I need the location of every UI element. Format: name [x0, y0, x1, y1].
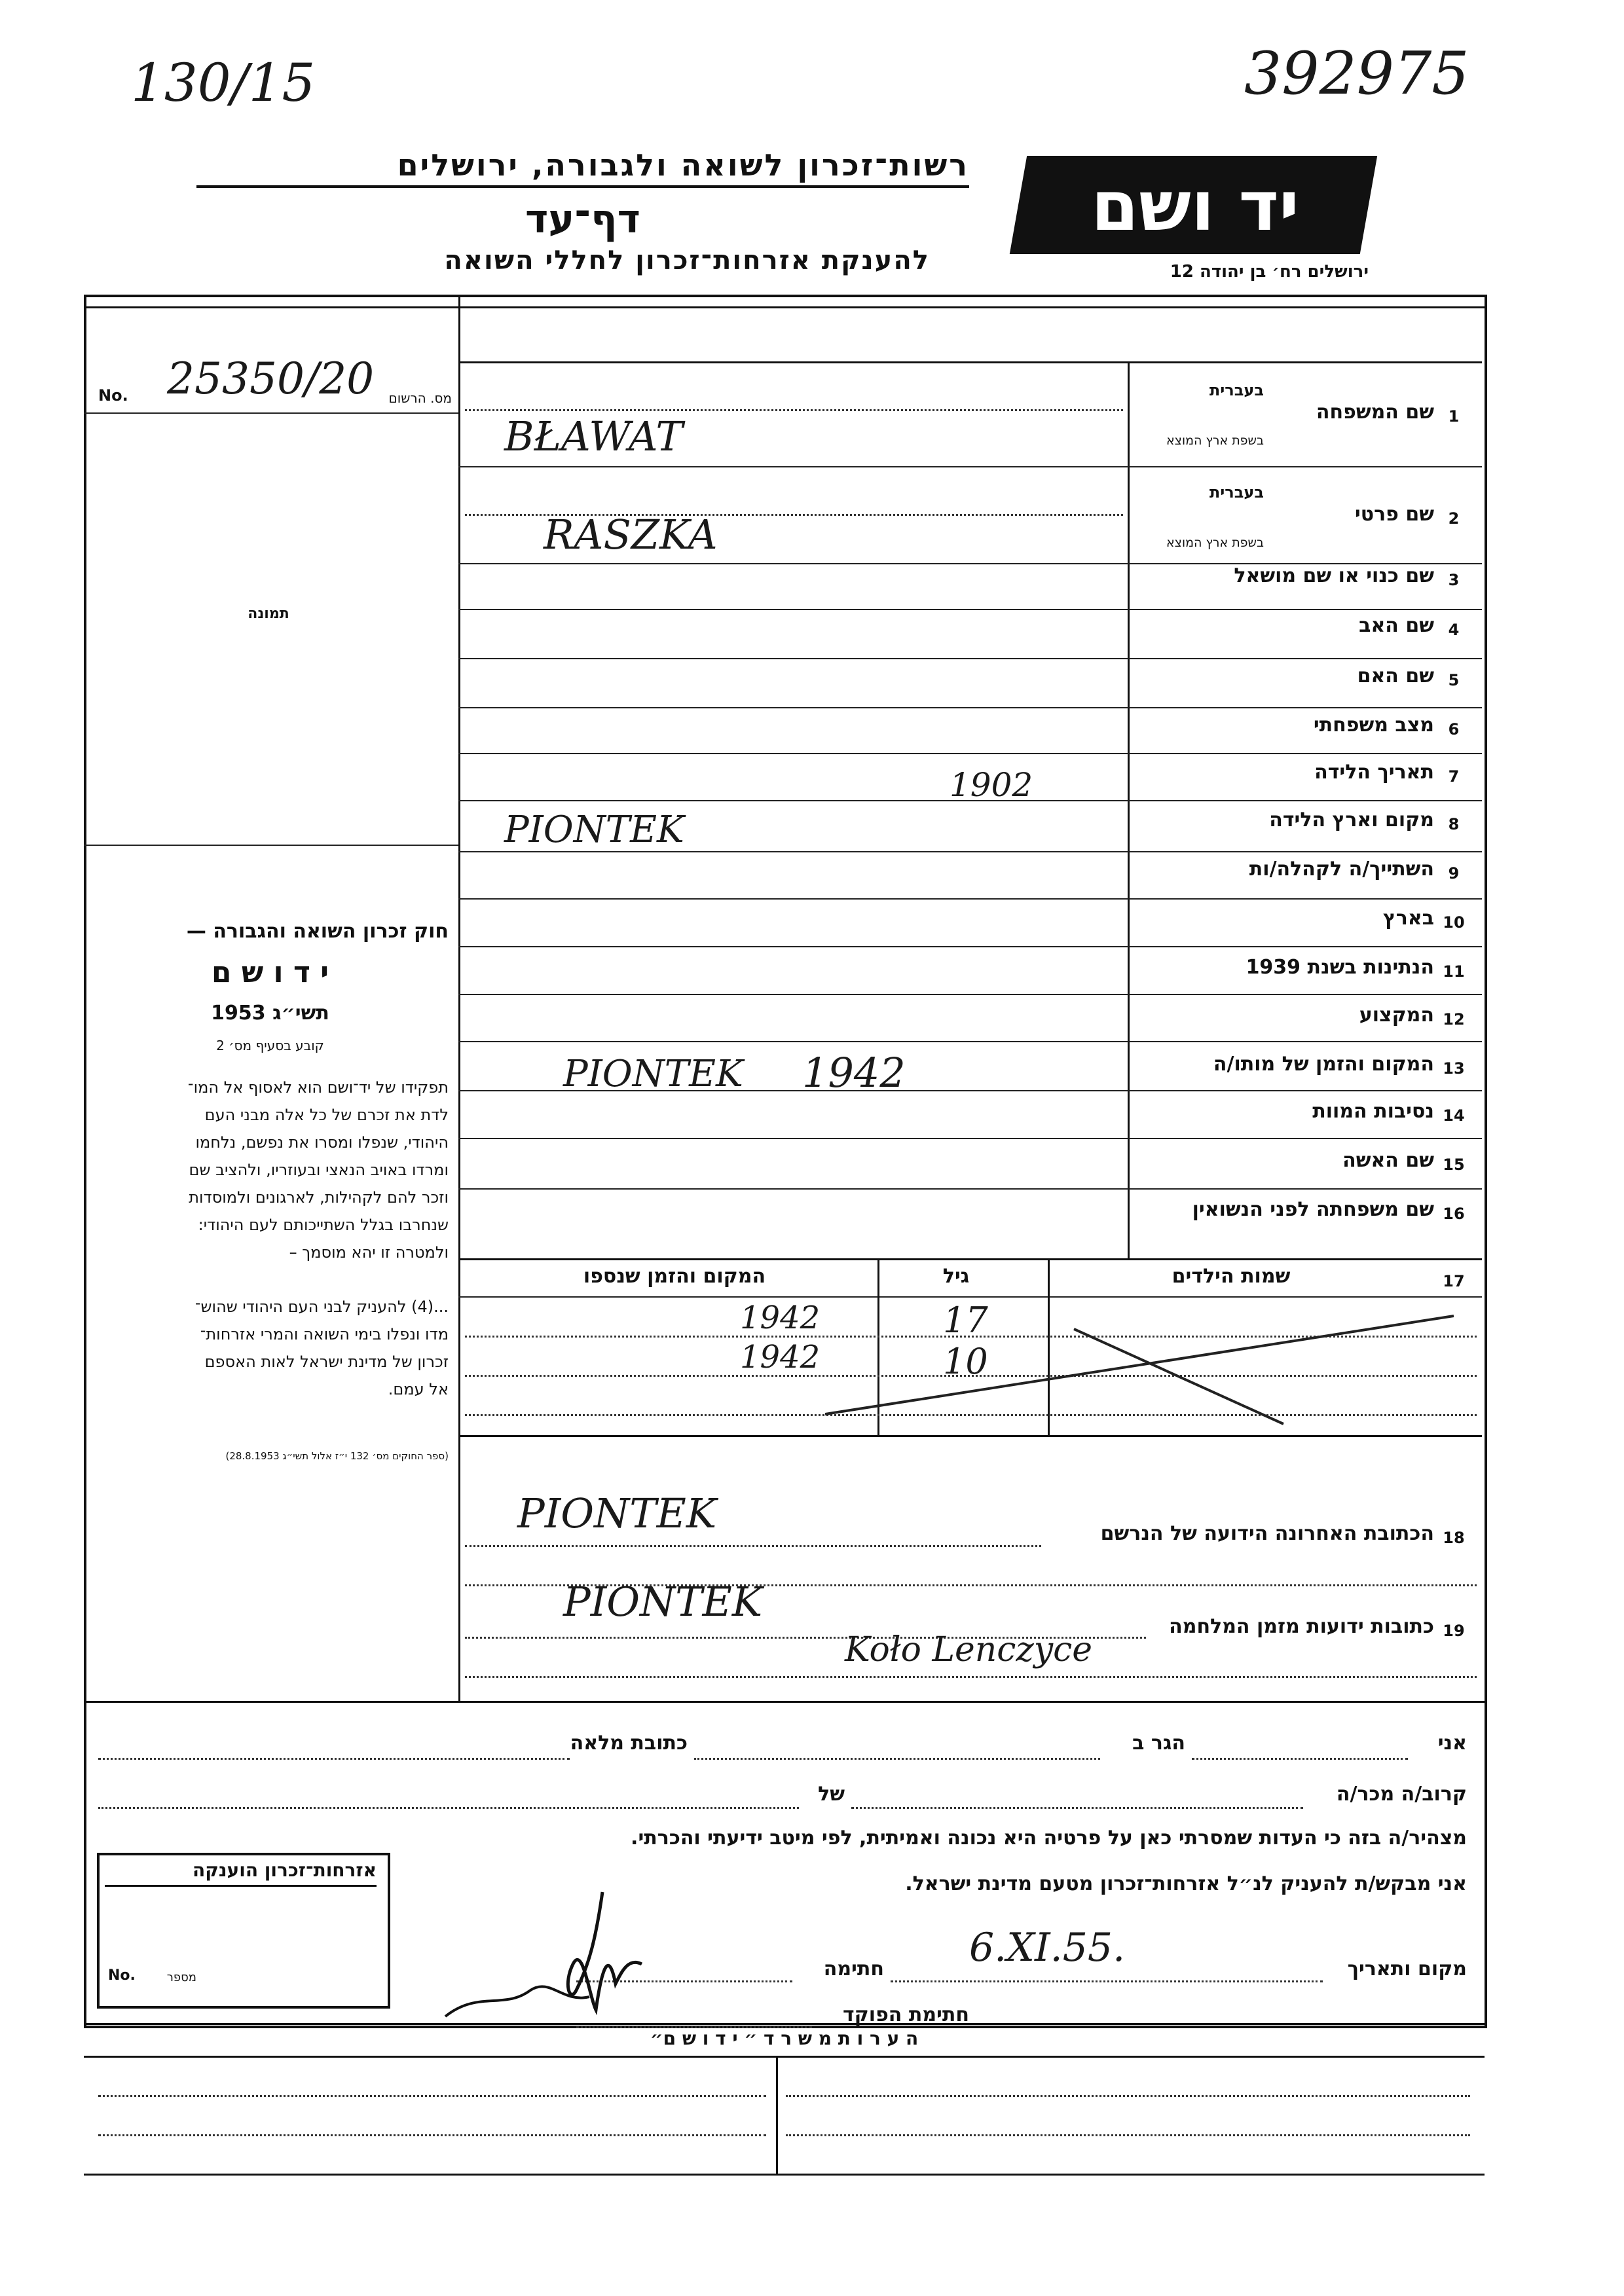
photo-label: תמונה [248, 606, 289, 622]
field-dotted-line [465, 1676, 1477, 1678]
law-body [92, 1074, 449, 1266]
field-dotted-line [465, 409, 1123, 411]
field-separator [458, 898, 1482, 900]
wartime-address-label: כתובות ידועות מזמן המלחמה [1169, 1615, 1434, 1638]
children-table-header-line [458, 1296, 1482, 1298]
date-value: 6.XI.55. [969, 1925, 1126, 1971]
field-separator [458, 994, 1482, 995]
law-clause-4 [92, 1293, 449, 1403]
declaration-dotted-line [694, 1758, 1100, 1760]
field-number: 9 [1448, 864, 1460, 883]
field-separator [458, 1188, 1482, 1190]
field-number: 15 [1443, 1156, 1465, 1174]
mother-name-label: שם האם [1357, 665, 1434, 687]
birth-place-value-latin: PIONTEK [504, 809, 684, 851]
photo-area-bottom [84, 845, 458, 846]
field-separator [458, 466, 1482, 467]
nationality-1939-label: הנתינות בשנת 1939 [1246, 956, 1434, 979]
field-number: 19 [1443, 1622, 1465, 1640]
label-column-divider [1128, 361, 1130, 1258]
children-table-top [458, 1258, 1482, 1260]
law-line: ומרדו באויב הנאצי ובעוזריו, ולהציב שם [189, 1161, 449, 1179]
wartime-address-value-latin: PIONTEK [563, 1578, 763, 1626]
field-number: 2 [1448, 509, 1460, 528]
header-address: ירושלים רח׳ בן יהודה 12 [1170, 262, 1369, 282]
handwritten-file-number: 130/15 [131, 52, 316, 113]
declaration-statement: מצהיר/ה בזה כי העדות שמסרתי כאן על פרטיה היא נכונה ואמיתית, לפי מיטב ידיעתי והכרתי. [631, 1827, 1467, 1850]
signature-label: חתימה [823, 1958, 884, 1980]
law-line: היהודי, שנפלו ומסרו את נפשם, נלחמו [195, 1133, 449, 1152]
birth-place-label: מקום וארץ הלידה [1269, 809, 1434, 831]
authority-name: רשות־זכרון לשואה ולגבורה, ירושלים [196, 147, 969, 188]
marital-status-label: מצב משפחתי [1313, 714, 1434, 737]
law-line: מדו ונפלו בימי השואה והמרי אזרחות־ [200, 1325, 449, 1343]
field-separator [458, 1090, 1482, 1091]
field-number: 14 [1443, 1106, 1465, 1125]
law-line: לדת את זכרם של כל אלה מבני העם [204, 1106, 449, 1124]
office-notes-header: ה ע ר ו ת מ ש ר ד ״ י ד ו ש ם״ [650, 2028, 919, 2049]
child-death-year: 1942 [740, 1339, 821, 1376]
field-separator [458, 1138, 1482, 1139]
family-name-value-latin: BŁAWAT [504, 412, 683, 460]
field-number: 17 [1443, 1272, 1465, 1290]
country-label: בארץ [1382, 907, 1434, 930]
community-label: השתייך/ה לקהלה/ות [1249, 858, 1434, 881]
registration-line [84, 412, 458, 414]
office-notes-line [786, 2095, 1470, 2097]
field-dotted-line [465, 1545, 1041, 1547]
father-name-label: שם האב [1359, 614, 1434, 637]
crossed-out-children-rows [825, 1303, 1467, 1434]
death-place-value-latin: PIONTEK [563, 1053, 743, 1095]
field-number: 3 [1448, 571, 1460, 589]
nickname-label: שם כנוי או שם מושאל [1234, 564, 1434, 587]
law-line: זכרון של מדינת ישראל לאות האספם [204, 1353, 449, 1371]
field-area-top [458, 361, 1482, 363]
death-place-time-label: המקום והזמן של מותו/ה [1213, 1053, 1434, 1076]
office-notes-line [786, 2134, 1470, 2136]
hebrew-sub-label: בעברית [1209, 483, 1264, 501]
page-subtitle: להענקת אזרחות־זכרון לחללי השואה [444, 246, 930, 276]
office-notes-bottom [84, 2174, 1485, 2176]
full-address-label: כתובת מלאה [570, 1732, 688, 1755]
law-line: ולמטרה זו יהא מוסמך – [289, 1243, 449, 1262]
first-name-value-latin: RASZKA [544, 511, 718, 558]
field-number: 4 [1448, 621, 1460, 639]
birth-date-value: 1902 [950, 766, 1033, 804]
law-line: שנחרבו בגלל השתייכותם לעם היהודי: [198, 1216, 449, 1234]
field-number: 10 [1443, 913, 1465, 932]
field-number: 8 [1448, 815, 1460, 833]
law-name: י ד ו ש ם [211, 956, 329, 989]
field-number: 1 [1448, 407, 1460, 426]
registration-mark-label: מס. הרשום [388, 390, 452, 406]
field-separator [458, 1041, 1482, 1042]
law-line: וזכר להם לקהילות, לארגונים ולמוסדות [189, 1188, 449, 1207]
office-notes-header-line [84, 2056, 1485, 2058]
child-age: 17 [943, 1300, 988, 1341]
first-name-label: שם פרטי [1354, 503, 1434, 526]
wife-name-label: שם האשה [1342, 1149, 1434, 1172]
stamp-box-number-label: מספר [166, 1971, 196, 1984]
field-separator [458, 946, 1482, 947]
of-label: של [818, 1783, 845, 1806]
relative-label: קרוב/ה מכר/ה [1336, 1783, 1467, 1806]
last-address-label: הכתובת האחרונה הידועה של הנרשם [1100, 1522, 1434, 1545]
left-column-divider [458, 295, 460, 1702]
children-place-time-header: המקום והזמן שנספו [583, 1265, 766, 1288]
stamp-box-no-label: No. [108, 1967, 136, 1984]
field-number: 18 [1443, 1529, 1465, 1547]
native-sub-label: בשפת ארץ המוצא [1166, 433, 1264, 448]
declaration-dotted-line [851, 1807, 1303, 1809]
resides-label: הגר ב [1132, 1732, 1185, 1755]
law-year: תשי״ג 1953 [211, 1002, 329, 1025]
declaration-dotted-line [98, 1758, 570, 1760]
logo-text: יד ושם [1091, 166, 1299, 246]
maiden-name-label: שם משפחתה לפני הנשואין [1192, 1198, 1434, 1221]
declaration-dotted-line [891, 1980, 1323, 1982]
declaration-dotted-line [1192, 1758, 1408, 1760]
declaration-dotted-line [98, 1807, 799, 1809]
field-separator [458, 609, 1482, 610]
law-line: אל עמם. [388, 1380, 449, 1398]
page-title: דף־עד [525, 196, 640, 242]
office-notes-line [98, 2095, 766, 2097]
family-name-label: שם המשפחה [1316, 401, 1434, 424]
profession-label: המקצוע [1359, 1004, 1434, 1027]
law-title: חוק זכרון השואה והגבורה — [186, 920, 449, 943]
office-notes-divider [776, 2056, 778, 2174]
declaration-top [84, 1701, 1485, 1703]
field-separator [458, 707, 1482, 708]
field-number: 11 [1443, 962, 1465, 981]
child-death-year: 1942 [740, 1300, 821, 1336]
last-address-value-latin: PIONTEK [517, 1489, 717, 1537]
field-separator [458, 658, 1482, 659]
law-line: תפקידו של יד־ושם הוא לאסוף אל המו־ [187, 1078, 449, 1097]
stamp-box-title: אזרחות־זכרון הוענקה [105, 1859, 377, 1887]
office-notes-top [84, 2023, 1485, 2025]
law-reference: (ספר החוקים מס׳ 132 י״ז אלול תשי״ג 28.8.1953) [225, 1450, 449, 1462]
field-separator [458, 851, 1482, 852]
child-age: 10 [943, 1341, 988, 1382]
death-year-value: 1942 [802, 1049, 906, 1097]
children-names-header: שמות הילדים [1172, 1265, 1291, 1288]
field-number: 12 [1443, 1010, 1465, 1029]
law-line: ...(4) להעניק לבני העם היהודי שהוש־ [194, 1298, 449, 1316]
registration-number: 25350/20 [167, 354, 375, 404]
registration-no-label: No. [98, 386, 128, 405]
birth-date-label: תאריך הלידה [1314, 761, 1434, 784]
native-sub-label: בשפת ארץ המוצא [1166, 536, 1264, 550]
frame-top-inner [84, 306, 1485, 308]
place-date-label: מקום ותאריך [1347, 1958, 1467, 1980]
handwritten-signature [432, 1886, 668, 2043]
field-number: 7 [1448, 767, 1460, 786]
field-separator [458, 800, 1482, 801]
field-number: 16 [1443, 1205, 1465, 1223]
law-clause: קובע בסעיף מס׳ 2 [216, 1038, 324, 1053]
hebrew-sub-label: בעברית [1209, 381, 1264, 399]
wartime-address-value-2: Koło Lenczyce [845, 1630, 1093, 1669]
children-age-header: גיל [942, 1265, 970, 1288]
citizenship-request: אני מבקש/ת להעניק לנ״ל אזרחות־זכרון מטעם מדינת ישראל. [905, 1872, 1467, 1895]
office-notes-line [98, 2134, 766, 2136]
field-number: 5 [1448, 671, 1460, 689]
officer-signature-label: חתימת הפוקד [843, 2003, 969, 2026]
declarant-label: אני [1437, 1732, 1467, 1755]
field-number: 6 [1448, 720, 1460, 738]
field-separator [458, 753, 1482, 754]
death-circumstances-label: נסיבות המוות [1312, 1100, 1434, 1123]
handwritten-record-number: 392975 [1244, 39, 1469, 108]
field-number: 13 [1443, 1059, 1465, 1078]
children-table-bottom [458, 1435, 1482, 1437]
